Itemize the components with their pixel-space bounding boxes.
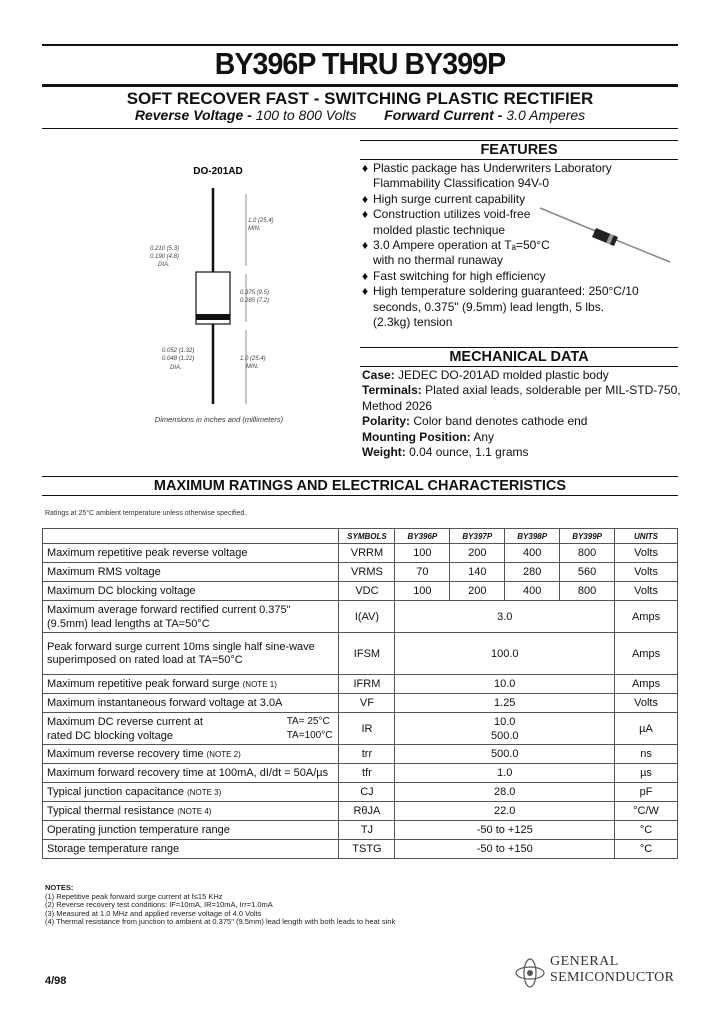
feature-item: ♦ Construction utilizes void-free molded plastic technique <box>362 207 531 237</box>
dim-lead-bot: 1.0 (25.4) <box>240 356 266 362</box>
ratings-table <box>42 528 678 859</box>
document-subtitle: SOFT RECOVER FAST - SWITCHING PLASTIC RECTIFIER <box>126 89 594 108</box>
forward-current-label: Forward Current - <box>384 107 503 123</box>
table-row: Maximum forward recovery time at 100mA, dI/dt = 50A/µs tfr 1.0 µs <box>43 764 678 783</box>
reverse-voltage-label: Reverse Voltage - <box>134 107 252 123</box>
table-row: Maximum RMS voltage VRMS 70 140 280 560 Volts <box>43 563 678 582</box>
table-heading-bottom-rule <box>42 495 678 496</box>
col-by396p: BY396P <box>395 529 450 544</box>
ratings-note: Ratings at 25°C ambient temperature unless otherwise specified. <box>45 510 247 517</box>
reverse-voltage-value: 100 to 800 Volts <box>255 107 357 123</box>
package-outline-diagram <box>140 160 340 430</box>
table-heading-top-rule <box>42 476 678 477</box>
table-row: Storage temperature range TSTG -50 to +150 °C <box>43 840 678 859</box>
table-row: Typical thermal resistance (NOTE 4) RθJA 22.0 °C/W <box>43 802 678 821</box>
dim-dia-1: 0.210 (5.3) <box>150 246 180 252</box>
table-row: Peak forward surge current 10ms single half sine-wave superimposed on rated load at TA=50°C IFSM 100.0 Amps <box>43 633 678 675</box>
dim-dia-2: 0.190 (4.8) <box>150 254 180 260</box>
features-heading: FEATURES <box>480 142 558 158</box>
dim-body-2: 0.285 (7.2) <box>240 298 270 304</box>
company-logo <box>514 952 684 992</box>
logo-mark-icon <box>514 956 546 990</box>
col-units: UNITS <box>615 529 678 544</box>
dim-dia-label: DIA. <box>158 262 170 268</box>
dim-lead-dia-1: 0.052 (1.32) <box>162 348 195 354</box>
ratings-heading: MAXIMUM RATINGS AND ELECTRICAL CHARACTERISTICS <box>153 478 567 494</box>
diode-photo-icon <box>536 204 676 264</box>
table-row: Maximum reverse recovery time (NOTE 2) trr 500.0 ns <box>43 745 678 764</box>
diagram-caption: Dimensions in inches and (millimeters) <box>154 415 284 424</box>
col-symbols: SYMBOLS <box>339 529 395 544</box>
cathode-band <box>196 314 230 320</box>
dim-lead-bot-min: MIN. <box>246 364 259 370</box>
dim-lead-dia-2: 0.048 (1.22) <box>162 356 195 362</box>
mechanical-data: Case: JEDEC DO-201AD molded plastic body Terminals: Plated axial leads, solderable per MIL-STD-750, Method 2026 Polarity: Color band denotes cathode end Mounting Position: Any Weight: 0.04 ounce, 1.1 grams <box>362 368 681 460</box>
col-by397p: BY397P <box>450 529 505 544</box>
table-row: Maximum repetitive peak forward surge (NOTE 1) IFRM 10.0 Amps <box>43 675 678 694</box>
logo-line-1: GENERAL <box>550 954 619 969</box>
table-row: Operating junction temperature range TJ -50 to +125 °C <box>43 821 678 840</box>
table-row: Maximum instantaneous forward voltage at 3.0A VF 1.25 Volts <box>43 694 678 713</box>
mech-top-rule <box>360 347 678 348</box>
revision-date: 4/98 <box>45 975 67 987</box>
table-row: Maximum average forward rectified current 0.375" (9.5mm) lead lengths at TA=50°C I(AV) 3.0 Amps <box>43 601 678 633</box>
feature-item: ♦ High surge current capability <box>362 191 526 206</box>
mechanical-heading: MECHANICAL DATA <box>449 349 589 365</box>
mech-bottom-rule <box>360 366 678 367</box>
ratings-summary <box>0 107 720 123</box>
feature-item: ♦ High temperature soldering guaranteed: 250°C/10 seconds, 0.375" (9.5mm) lead length, 5 lbs. (2.3kg) tension <box>362 284 639 330</box>
table-row: Typical junction capacitance (NOTE 3) CJ 28.0 pF <box>43 783 678 802</box>
logo-line-2: SEMICONDUCTOR <box>550 970 675 985</box>
package-label: DO-201AD <box>193 166 243 177</box>
dim-lead-top: 1.0 (25.4) <box>248 218 274 224</box>
feature-item: ♦ 3.0 Ampere operation at Tₐ=50°C with no thermal runaway <box>362 238 550 268</box>
col-by398p: BY398P <box>505 529 560 544</box>
col-by399p: BY399P <box>560 529 615 544</box>
table-header-row <box>43 529 678 544</box>
table-row: Maximum DC blocking voltage VDC 100 200 400 800 Volts <box>43 582 678 601</box>
document-title: BY396P THRU BY399P <box>214 46 506 81</box>
header-rule <box>42 128 678 129</box>
title-rule <box>42 84 678 87</box>
table-row: Maximum DC reverse current at rated DC blocking voltage TA= 25°C TA=100°C IR 10.0 500.0 µA <box>43 713 678 745</box>
forward-current-value: 3.0 Amperes <box>506 107 586 123</box>
features-top-rule <box>360 140 678 141</box>
feature-item: ♦ Fast switching for high efficiency <box>362 268 546 283</box>
features-bottom-rule <box>360 159 678 160</box>
dim-lead-dia-label: DIA. <box>170 365 182 371</box>
table-row: Maximum repetitive peak reverse voltage VRRM 100 200 400 800 Volts <box>43 544 678 563</box>
dim-body-1: 0.375 (9.5) <box>240 290 270 296</box>
feature-item: ♦ Plastic package has Underwriters Laboratory Flammability Classification 94V-0 <box>362 161 612 191</box>
dim-lead-top-min: MIN. <box>248 226 261 232</box>
notes-section: NOTES: (1) Repetitive peak forward surge current at f≤15 KHz (2) Reverse recovery test conditions: IF=10mA, IR=10mA, Irr=1.0mA (3) Measured at 1.0 MHz and applied reverse voltage of 4.0 Volts (4) Thermal resistance from junction to ambient at 0.375" (9.5mm) lead length with both leads to heat sink <box>45 883 396 927</box>
